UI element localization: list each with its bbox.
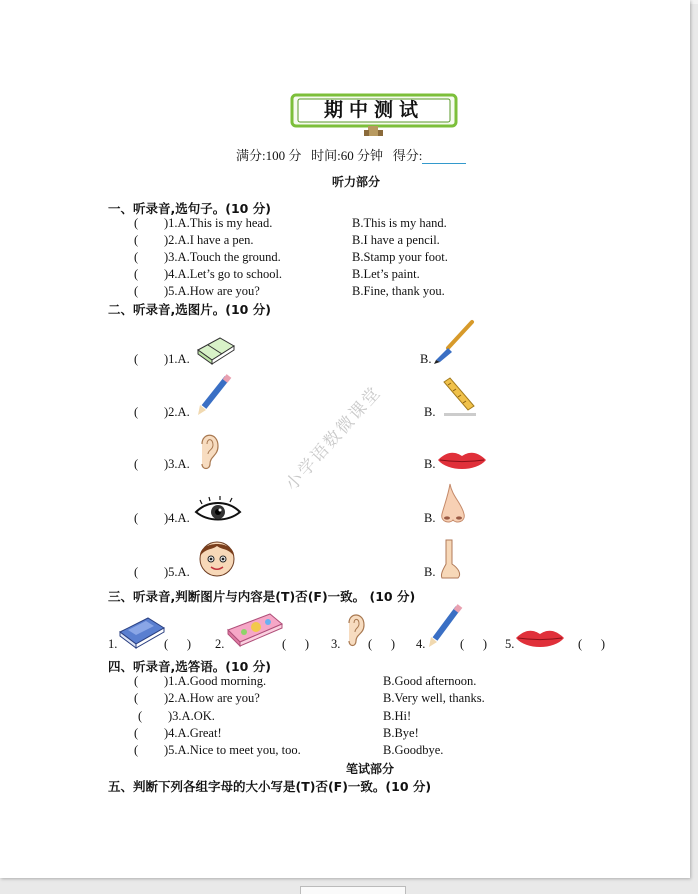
option-a: )5.A.Nice to meet you, too. <box>164 743 301 757</box>
pencil-case-icon <box>226 612 284 648</box>
answer-blank[interactable]: ( <box>134 250 139 264</box>
option-a: )1.A.This is my head. <box>164 216 273 230</box>
score-label: 得分: <box>392 148 423 163</box>
exam-meta <box>236 145 466 164</box>
option-a: )1.A. <box>164 352 190 366</box>
section1-heading: 一、听录音,选句子。(10 分) <box>108 201 271 216</box>
tf-item-number: 5. <box>505 637 515 651</box>
question-row <box>134 267 282 282</box>
ruler-icon <box>436 376 476 418</box>
option-b: B.This is my hand. <box>352 216 447 230</box>
page-title: 期中测试 <box>323 99 424 121</box>
score-blank[interactable] <box>422 149 466 164</box>
option-b: B.Goodbye. <box>383 743 444 757</box>
option-b: B.Very well, thanks. <box>383 691 485 705</box>
option-a: )3.A.OK. <box>168 709 215 723</box>
exam-time: 时间:60 分钟 <box>311 148 383 163</box>
eraser-icon <box>196 332 236 364</box>
section4-heading: 四、听录音,选答语。(10 分) <box>108 659 271 674</box>
mouth-icon <box>514 628 566 650</box>
full-score: 满分:100 分 <box>236 148 302 163</box>
tf-item-number: 1. <box>108 637 118 651</box>
section5-heading: 五、判断下列各组字母的大小写是(T)否(F)一致。(10 分) <box>108 779 432 794</box>
ear-icon <box>196 430 222 470</box>
response-row <box>134 674 266 689</box>
picture-question-row <box>134 457 190 472</box>
listening-heading: 听力部分 <box>332 175 381 189</box>
answer-blank[interactable]: ( <box>134 352 139 366</box>
answer-blank[interactable]: ( <box>134 457 139 471</box>
picture-question-row <box>134 405 190 420</box>
answer-blank[interactable]: ( <box>134 284 139 298</box>
option-b: B.Good afternoon. <box>383 674 477 688</box>
option-b: B. <box>420 352 432 366</box>
option-b: B.Bye! <box>383 726 419 740</box>
tf-answer-blank[interactable]: ( ) <box>282 637 310 651</box>
answer-blank[interactable]: ( <box>134 216 139 230</box>
question-row <box>134 250 281 265</box>
face-icon <box>196 538 238 578</box>
option-b: B.Stamp your foot. <box>352 250 448 264</box>
tf-answer-blank[interactable]: ( ) <box>368 637 396 651</box>
option-b: B. <box>424 511 436 525</box>
section2-heading: 二、听录音,选图片。(10 分) <box>108 302 271 317</box>
answer-blank[interactable]: ( <box>138 709 143 723</box>
eye-icon <box>194 500 242 524</box>
writing-heading: 笔试部分 <box>346 762 395 776</box>
answer-blank[interactable]: ( <box>134 267 139 281</box>
answer-blank[interactable]: ( <box>134 511 139 525</box>
option-a: )2.A. <box>164 405 190 419</box>
answer-blank[interactable]: ( <box>134 691 139 705</box>
picture-question-row <box>134 511 190 526</box>
option-a: )5.A. <box>164 565 190 579</box>
option-a: )5.A.How are you? <box>164 284 260 298</box>
book-icon <box>118 608 166 648</box>
section3-heading: 三、听录音,判断图片与内容是(T)否(F)一致。 (10 分) <box>108 589 416 604</box>
option-b: B. <box>424 565 436 579</box>
tf-answer-blank[interactable]: ( ) <box>164 637 192 651</box>
option-b: B. <box>424 457 436 471</box>
option-b: B. <box>424 405 436 419</box>
title-banner <box>290 92 458 128</box>
paintbrush-icon <box>432 320 476 364</box>
watermark: 小学语数微课堂 <box>281 382 386 495</box>
response-row <box>134 743 301 758</box>
tf-item-number: 4. <box>416 637 426 651</box>
option-a: )4.A.Great! <box>164 726 222 740</box>
response-row <box>134 726 222 741</box>
pencil-icon <box>196 374 232 416</box>
question-row <box>134 216 272 231</box>
answer-blank[interactable]: ( <box>134 565 139 579</box>
picture-question-row <box>134 352 190 367</box>
option-b: B.I have a pencil. <box>352 233 440 247</box>
answer-blank[interactable]: ( <box>134 233 139 247</box>
ear-icon <box>344 610 366 648</box>
pencil-icon <box>428 604 462 648</box>
option-a: )3.A.Touch the ground. <box>164 250 281 264</box>
option-b: B.Hi! <box>383 709 412 723</box>
foot-icon <box>438 538 462 580</box>
answer-blank[interactable]: ( <box>134 743 139 757</box>
option-b: B.Let’s paint. <box>352 267 420 281</box>
tf-item-number: 2. <box>215 637 225 651</box>
picture-question-row <box>134 565 190 580</box>
answer-blank[interactable]: ( <box>134 674 139 688</box>
mouth-icon <box>436 450 488 472</box>
question-row <box>134 284 260 299</box>
option-a: )2.A.I have a pen. <box>164 233 254 247</box>
option-a: )2.A.How are you? <box>164 691 260 705</box>
option-a: )1.A.Good morning. <box>164 674 267 688</box>
tf-item-number: 3. <box>331 637 341 651</box>
answer-blank[interactable]: ( <box>134 726 139 740</box>
option-a: )4.A. <box>164 511 190 525</box>
tf-answer-blank[interactable]: ( ) <box>578 637 606 651</box>
option-b: B.Fine, thank you. <box>352 284 445 298</box>
nose-icon <box>436 482 470 526</box>
response-row <box>138 709 215 724</box>
option-a: )4.A.Let’s go to school. <box>164 267 283 281</box>
response-row <box>134 691 260 706</box>
answer-blank[interactable]: ( <box>134 405 139 419</box>
question-row <box>134 233 254 248</box>
option-a: )3.A. <box>164 457 190 471</box>
tf-answer-blank[interactable]: ( ) <box>460 637 488 651</box>
